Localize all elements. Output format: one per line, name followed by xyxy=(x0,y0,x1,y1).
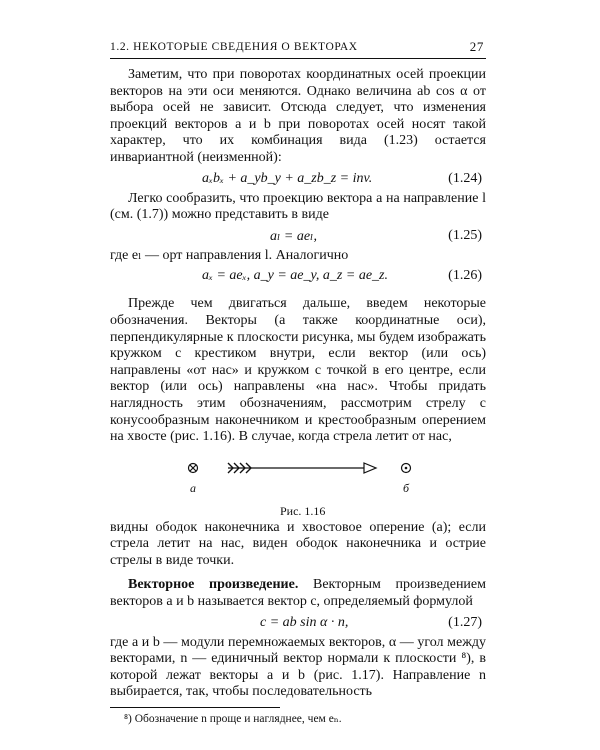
equation-body: c = ab sin α · n, xyxy=(260,614,349,630)
paragraph-5: видны ободок наконечника и хвостовое оперение (a); если стрела летит на нас, виден ободок наконечника и острие стрелы в виде точки. xyxy=(110,519,486,568)
paragraph-6 xyxy=(110,577,486,610)
paragraph-7: где a и b — модули перемножаемых векторов, α — угол между векторами, n — единичный вектор нормали к плоскости ⁸), в которой лежат векторы a и b (рис. 1.17). Направление n выбирается, так, чтобы последовательность xyxy=(110,634,486,700)
equation-1-25 xyxy=(110,224,486,248)
equation-number: (1.25) xyxy=(448,227,482,243)
paragraph-6-text: Векторным произведением векторов a и b называется вектор c, определяемый формулой xyxy=(110,577,486,610)
paragraph-2: Легко сообразить, что проекцию вектора a на направление l (см. (1.7)) можно представить в виде xyxy=(110,190,486,223)
equation-1-27 xyxy=(110,611,486,635)
page-number: 27 xyxy=(469,39,484,54)
running-header xyxy=(110,38,486,59)
equation-body: aₓ = aeₓ, a_y = ae_y, a_z = ae_z. xyxy=(202,268,388,284)
figure-label-b: б xyxy=(403,480,410,495)
equation-number: (1.27) xyxy=(448,614,482,630)
equation-number: (1.26) xyxy=(448,268,482,284)
book-page xyxy=(110,38,486,726)
paragraph-3: где eₗ — орт направления l. Аналогично xyxy=(110,247,349,263)
arrow-head-icon xyxy=(364,463,376,473)
equation-number: (1.24) xyxy=(448,170,482,186)
paragraph-4: Прежде чем двигаться дальше, введем некоторые обозначения. Векторы (а также координатные оси), перпендикулярные к плоскости рисунка, мы будем изображать кружком с крестиком внутри, если вектор (или ось) направлены «от нас» и кружком с точкой в его центре, если вектор (или ось) направлены «на нас». Чтобы придать наглядность этим обозначениям, рассмотрим стрелу с конусообразным наконечником и крестообразным оперением на хвосте (рис. 1.16). В случае, когда стрела летит от нас, xyxy=(110,296,486,445)
figure-1-16 xyxy=(110,454,486,520)
cross-circle-icon xyxy=(189,463,198,472)
dot-circle-icon xyxy=(402,463,411,472)
footnote-rule xyxy=(110,707,342,726)
equation-body: aₓbₓ + a_yb_y + a_zb_z = inv. xyxy=(202,170,373,186)
figure-caption: Рис. 1.16 xyxy=(280,503,326,518)
arrow-figure xyxy=(110,454,486,502)
equation-1-24 xyxy=(110,167,486,191)
paragraph-1: Заметим, что при поворотах координатных осей проекции векторов на эти оси меняются. Однако величина ab cos α от выбора осей не зависит. Отсюда следует, что изменения проекций векторов a и b при поворотах осей носят такой характер, что их комбинация вида (1.23) остается инвариантной (неизменной): xyxy=(110,67,486,165)
equation-body: aₗ = aeₗ, xyxy=(270,228,317,244)
equation-1-26 xyxy=(110,264,486,288)
figure-label-a: a xyxy=(190,480,196,495)
section-heading: Векторное произведение. xyxy=(128,577,299,593)
footnote: ⁸) Обозначение n проще и нагляднее, чем eₙ. xyxy=(124,713,342,726)
section-title: 1.2. НЕКОТОРЫЕ СВЕДЕНИЯ О ВЕКТОРАХ xyxy=(110,41,358,53)
